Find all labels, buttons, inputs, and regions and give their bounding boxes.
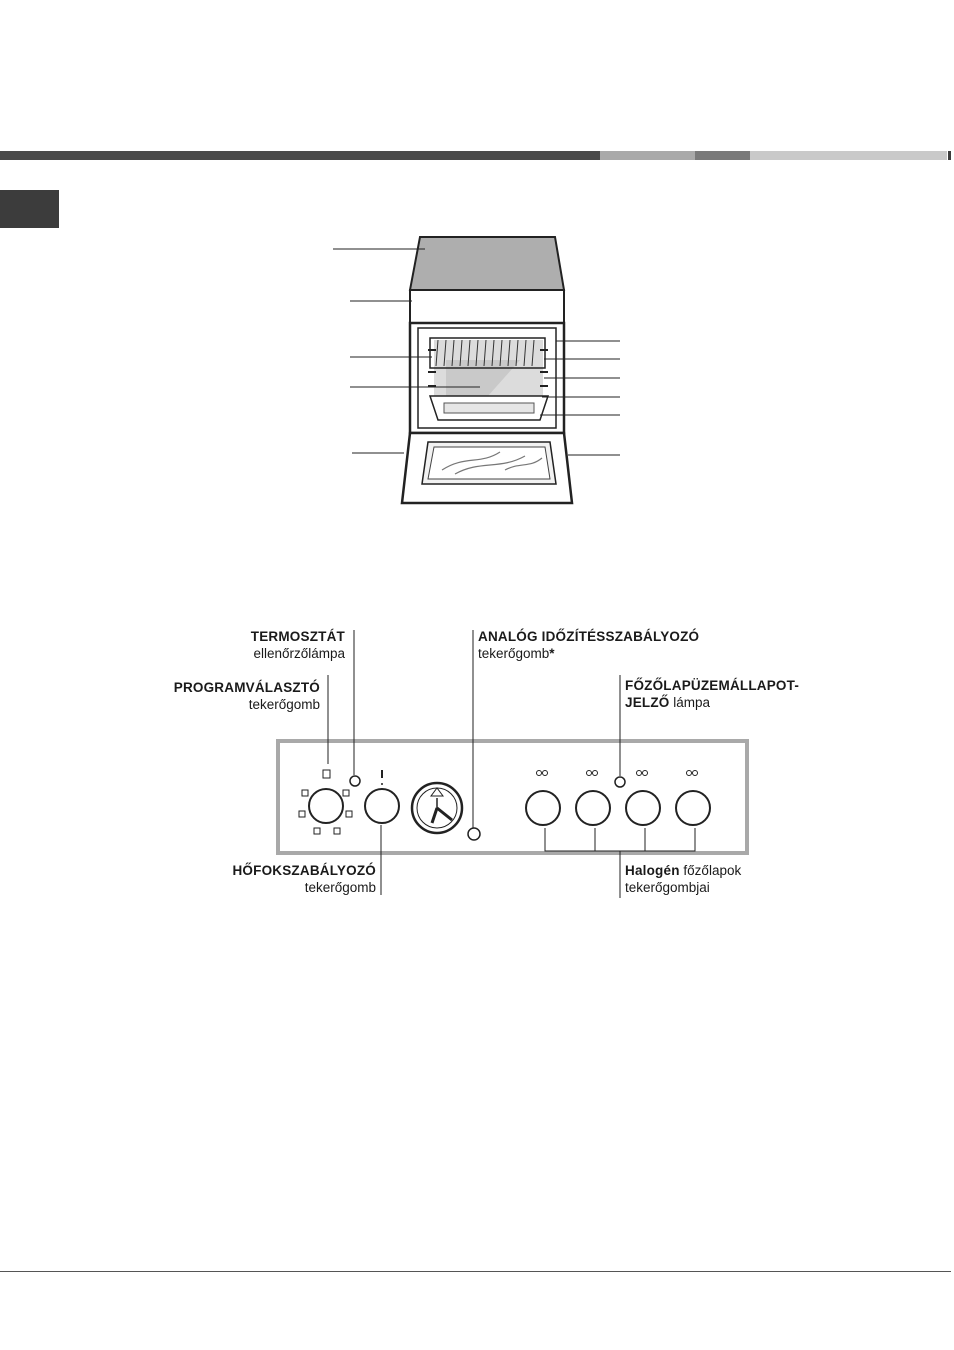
thermostat-lamp-title: TERMOSZTÁT [250,629,345,644]
label-analog-timer [478,628,699,662]
program-selector-title: PROGRAMVÁLASZTÓ [173,680,320,695]
footer-rule [0,1271,951,1272]
label-temperature-knob [232,862,376,896]
temperature-knob-subtitle: tekerőgomb [304,880,376,895]
analog-timer-subtitle: tekerőgomb [478,646,550,661]
hob-indicator-title-2: JELZŐ [625,695,670,710]
temperature-knob-title: HŐFOKSZABÁLYOZÓ [232,863,376,878]
analog-timer-dial [412,783,462,833]
thermostat-lamp [350,776,360,786]
analog-timer-title: ANALÓG IDŐZÍTÉSSZABÁLYOZÓ [478,629,700,644]
analog-timer-suffix: * [549,646,555,661]
label-thermostat-lamp [251,628,345,662]
label-program-selector [174,679,320,713]
hob-indicator-lamp [615,777,625,787]
hob-indicator-subtitle: lámpa [673,695,711,710]
halogen-title-rest: főzőlapok [683,863,742,878]
hob-indicator-title-1: FŐZŐLAPÜZEMÁLLAPOT- [625,678,800,693]
halogen-title: Halogén [625,863,680,878]
thermostat-lamp-subtitle: ellenőrzőlámpa [253,646,345,661]
halogen-subtitle: tekerőgombjai [625,880,710,895]
label-hob-indicator [625,677,799,711]
program-selector-subtitle: tekerőgomb [248,697,320,712]
label-halogen-knobs [625,862,741,896]
timer-small-button [468,828,480,840]
